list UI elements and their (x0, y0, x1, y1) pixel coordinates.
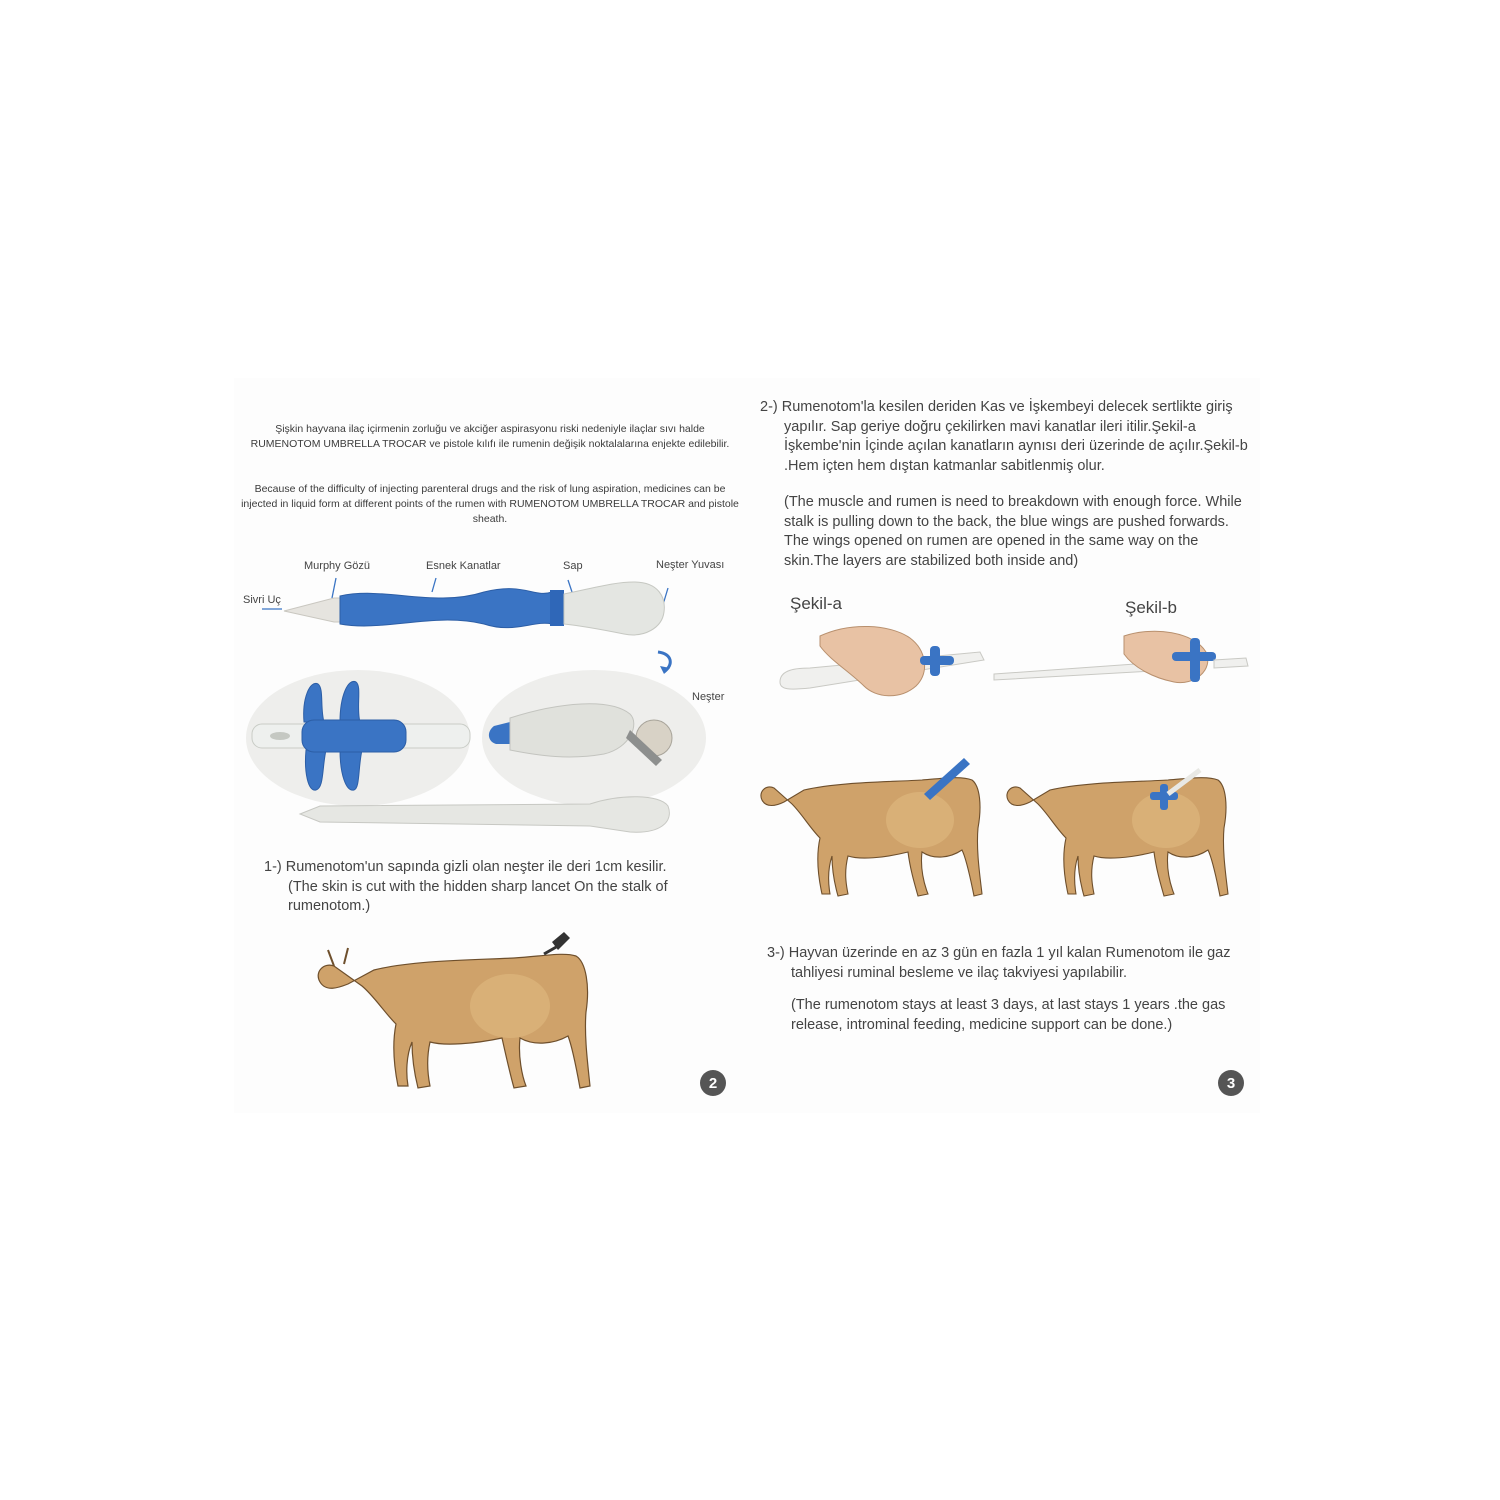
lancet-detail-illustration (480, 668, 710, 808)
figure-b-caption: Şekil-b (1125, 598, 1177, 617)
step-2-turkish: 2-) Rumenotom'la kesilen deriden Kas ve İşkembeyi delecek sertlikte giriş yapılır. Sap geriye doğru çekilirken mavi kanatlar ileri itilir.Şekil-a İşkembe'nin İçinde açılan kanatların aynısı deri üzerinde de açılır.Şekil-b .Hem içten hem dıştan katmanlar sabitlenmiş olur. (760, 399, 1248, 474)
page-number-badge: 2 (700, 1070, 726, 1096)
figure-a-hand-trocar-illustration (780, 616, 1000, 706)
figure-b-hand-trocar-illustration (994, 616, 1254, 706)
label-stalk: Sap (563, 560, 583, 572)
stalk-illustration (300, 792, 680, 842)
step-3-text (767, 944, 1247, 1035)
label-murphy-eye: Murphy Gözü (304, 560, 371, 572)
left-page (234, 378, 754, 1113)
step-3-english: (The rumenotom stays at least 3 days, at last stays 1 years .the gas release, introminal feeding, medicine support can be done.) (791, 997, 1226, 1033)
step-1-english: (The skin is cut with the hidden sharp lancet On the stalk of rumenotom.) (288, 878, 668, 914)
intro-text-turkish: Şişkin hayvana ilaç içirmenin zorluğu ve akciğer aspirasyonu riski nedeniyle ilaçlar sıvı halde RUMENOTOM UMBRELLA TROCAR ve pistole kılıfı ile rumenin değişik noktalalarına enjekte edilebilir. (250, 423, 730, 450)
label-lancet-slot: Neşter Yuvası (656, 559, 725, 571)
label-lancet: Neşter (692, 691, 725, 703)
step-2-text (760, 398, 1255, 571)
label-flexible-wings: Esnek Kanatlar (426, 560, 501, 572)
right-page (750, 378, 1260, 1113)
step-1-turkish: 1-) Rumenotom'un sapında gizli olan neşter ile deri 1cm kesilir. (264, 859, 667, 875)
page-number-badge: 3 (1218, 1070, 1244, 1096)
step-3-turkish: 3-) Hayvan üzerinde en az 3 gün en fazla 1 yıl kalan Rumenotom ile gaz tahliyesi ruminal besleme ve ilaç takviyesi yapılabilir. (767, 945, 1231, 981)
cow-illustration-figure-a (758, 754, 988, 904)
intro-text-english: Because of the difficulty of injecting parenteral drugs and the risk of lung aspiration, medicines can be injected in liquid form at different points of the rumen with RUMENOTOM UMBRELLA TROCAR and pistole sheath. (241, 483, 739, 525)
step-2-english: (The muscle and rumen is need to breakdown with enough force. While stalk is pulling down to the back, the blue wings are pushed forwards. The wings opened on rumen are opened in the same way on the skin.The layers are stabilized both inside and) (784, 494, 1242, 569)
figure-a-caption: Şekil-a (790, 594, 842, 613)
wings-detail-illustration (244, 668, 474, 808)
cow-illustration-figure-b (1004, 754, 1234, 904)
step-1-text (264, 858, 734, 917)
label-sharp-tip: Sivri Uç (243, 594, 281, 606)
cow-illustration-step-1 (314, 926, 614, 1096)
